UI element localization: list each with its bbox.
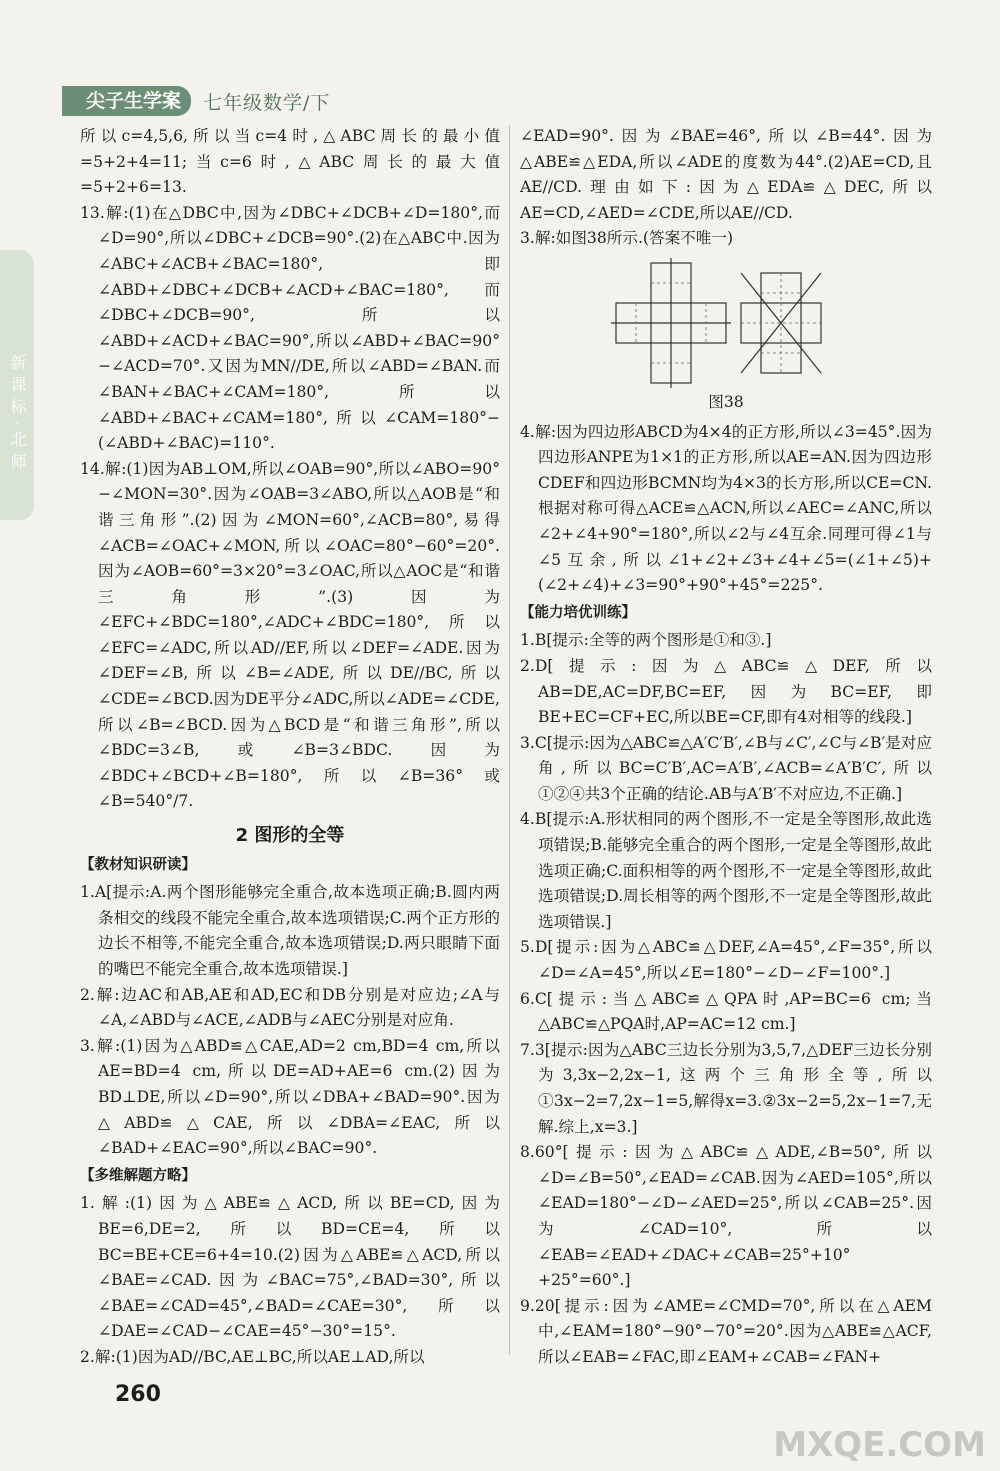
ability-answer-3: 3.C[提示:因为△ABC≌△A′C′B′,∠B与∠C′,∠C与∠B′是对应角,所以BC=C′B′,AC=A′B′,∠ACB=∠A′B′C′,所以①②④共3个正确的结论.AB与A′B′不对应边,不正确.] <box>520 733 932 803</box>
answer-paragraph-cont: ∠EAD=90°.因为∠BAE=46°,所以∠B=44°.因为△ABE≌△EDA,所以∠ADE的度数为44°.(2)AE=CD,且AE//CD.理由如下:因为△EDA≌△DEC,所以AE=CD,∠AED=∠CDE,所以AE//CD. <box>520 127 932 222</box>
figure-caption: 图38 <box>708 392 744 411</box>
method-answer-2: 2.解:(1)因为AD//BC,AE⊥BC,所以AE⊥AD,所以 <box>80 1347 425 1366</box>
answer-r4: 4.解:因为四边形ABCD为4×4的正方形,所以∠3=45°.因为四边形ANPE为1×1的正方形,所以AE=AN.因为四边形CDEF和四边形BCMN均为4×3的长方形,所以CE=CN.根据对称可得△ACE≌△ACN,所以∠AEC=∠ANC,所以∠2+∠4+90°=180°,所以∠2与∠4互余.同理可得∠1与∠5互余,所以∠1+∠2+∠3+∠4+∠5=(∠1+∠5)+(∠2+∠4)+∠3=90°+90°+45°=225°. <box>520 422 932 595</box>
method-answer-1: 1.解:(1)因为△ABE≌△ACD,所以BE=CD,因为BE=6,DE=2,所以BD=CE=4,所以BC=BE+CE=6+4=10.(2)因为△ABE≌△ACD,所以∠BAE=∠CAD.因为∠BAC=75°,∠BAD=30°,所以∠BAE=∠CAD=45°,∠BAD=∠CAE=30°,所以∠DAE=∠CAD−∠CAE=45°−30°=15°. <box>80 1194 500 1341</box>
ability-answer-2: 2.D[提示:因为△ABC≌△DEF,所以AB=DE,AC=DF,BC=EF,因为BC=EF,即BE+EC=CF+EC,所以BE=CF,即有4对相等的线段.] <box>520 656 932 727</box>
ability-answer-7: 7.3[提示:因为△ABC三边长分别为3,5,7,△DEF三边长分别为3,3x−2,2x−1,这两个三角形全等,所以①3x−2=7,2x−1=5,解得x=3.②3x−2=5,2x−1=7,无解.综上,x=3.] <box>520 1040 932 1136</box>
answer-paragraph: 所以c=4,5,6,所以当c=4时,△ABC周长的最小值=5+2+4=11;当c=6时,△ABC周长的最大值=5+2+6=13. <box>80 127 500 197</box>
ability-answer-5: 5.D[提示:因为△ABC≌△DEF,∠A=45°,∠F=35°,所以∠D=∠A=45°,所以∠E=180°−∠D−∠F=100°.] <box>520 938 932 983</box>
answer-14: 14.解:(1)因为AB⊥OM,所以∠OAB=90°,所以∠ABO=90°−∠MON=30°.因为∠OAB=3∠ABO,所以△AOB是“和谐三角形”.(2)因为∠MON=60°,∠ACB=80°,易得∠ACB=∠OAC+∠MON,所以∠OAC=80°−60°=20°.因为∠AOB=60°=3×20°=3∠OAC,所以△AOC是“和谐三角形”.(3)因为∠EFC+∠BDC=180°,∠ADC+∠BDC=180°,所以∠EFC=∠ADC,所以AD//EF,所以∠DEF=∠ADE.因为∠DEF=∠B,所以∠B=∠ADE,所以DE//BC,所以∠CDE=∠BCD.因为DE平分∠ADC,所以∠ADE=∠CDE,所以∠B=∠BCD.因为△BCD是“和谐三角形”,所以∠BDC=3∠B,或∠B=3∠BDC.因为∠BDC+∠BCD+∠B=180°,所以∠B=36°或∠B=540°/7. <box>80 459 500 811</box>
side-tab: 新课标·北师 <box>0 250 34 520</box>
section-head-ability: 【能力培优训练】 <box>520 604 636 621</box>
ability-answer-4: 4.B[提示:A.形状相同的两个图形,不一定是全等图形,故此选项错误;B.能够完全重合的两个图形,一定是全等图形,故此选项正确;C.面积相等的两个图形,不一定是全等图形,故此选项错误;D.周长相等的两个图形,不一定是全等图形,故此选项错误.] <box>520 810 932 931</box>
answer-3: 3.解:(1)因为△ABD≌△CAE,AD=2 cm,BD=4 cm,所以AE=BD=4 cm,所以DE=AD+AE=6 cm.(2)因为BD⊥DE,所以∠D=90°,所以∠DBA+∠BAD=90°.因为△ABD≌△CAE,所以∠DBA=∠EAC,所以∠BAD+∠EAC=90°,所以∠BAC=90°. <box>80 1036 500 1158</box>
figure-38 <box>520 258 932 388</box>
right-column <box>520 124 932 1371</box>
answer-r3: 3.解:如图38所示.(答案不唯一) <box>520 229 734 248</box>
page-number: 260 <box>115 1382 161 1407</box>
watermark: MXQE.COM <box>773 1425 986 1465</box>
left-column <box>80 124 500 1371</box>
book-subtitle: 七年级数学/下 <box>203 91 331 114</box>
ability-answer-6: 6.C[提示:当△ABC≌△QPA时,AP=BC=6 cm;当△ABC≌△PQA时,AP=AC=12 cm.] <box>520 989 932 1034</box>
answer-1: 1.A[提示:A.两个图形能够完全重合,故本选项正确;B.圆内两条相交的线段不能完全重合,故本选项错误;C.两个正方形的边长不相等,不能完全重合,故本选项错误;D.两只眼睛下面的嘴巴不能完全重合,故本选项错误.] <box>80 883 500 978</box>
ability-answer-9: 9.20[提示:因为∠AME=∠CMD=70°,所以在△AEM中,∠EAM=180°−90°−70°=20°.因为△ABE≌△ACF,所以∠EAB=∠FAC,即∠EAM+∠CAB=∠FAN+ <box>520 1296 932 1366</box>
page-header <box>62 86 392 116</box>
answer-13: 13.解:(1)在△DBC中,因为∠DBC+∠DCB+∠D=180°,而∠D=90°,所以∠DBC+∠DCB=90°.(2)在△ABC中.因为∠ABC+∠ACB+∠BAC=180°,即∠ABD+∠DBC+∠DCB+∠ACD+∠BAC=180°,而∠DBC+∠DCB=90°,所以∠ABD+∠ACD+∠BAC=90°,所以∠ABD+∠BAC=90°−∠ACD=70°.又因为MN//DE,所以∠ABD=∠BAN.而∠BAN+∠BAC+∠CAM=180°,所以∠ABD+∠BAC+∠CAM=180°,所以∠CAM=180°−(∠ABD+∠BAC)=110°. <box>80 203 500 453</box>
ability-answer-8: 8.60°[提示:因为△ABC≌△ADE,∠B=50°,所以∠D=∠B=50°,∠EAD=∠CAB.因为∠AED=105°,所以∠EAD=180°−∠D−∠AED=25°,所以∠CAB=25°.因为∠CAD=10°,所以∠EAB=∠EAD+∠DAC+∠CAB=25°+10°+25°=60°.] <box>520 1143 932 1290</box>
cross-figures <box>611 258 841 388</box>
ability-answer-1: 1.B[提示:全等的两个图形是①和③.] <box>520 631 772 650</box>
section-head-methods: 【多维解题方略】 <box>80 1167 196 1184</box>
brand-label: 尖子生学案 <box>62 86 191 116</box>
answer-2: 2.解:边AC和AB,AE和AD,EC和DB分别是对应边;∠A与∠A,∠ABD与∠ACE,∠ADB与∠AEC分别是对应角. <box>80 985 500 1030</box>
section-head-textbook: 【教材知识研读】 <box>80 856 196 873</box>
column-divider <box>509 125 510 1355</box>
section-title: 2 图形的全等 <box>235 825 345 847</box>
